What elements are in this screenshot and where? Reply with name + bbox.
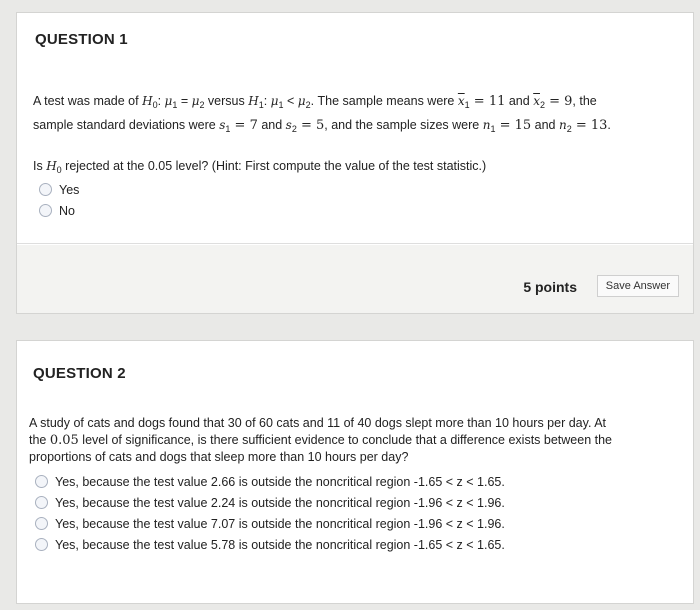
stem-math: s <box>285 118 292 132</box>
stem-math: = 15 <box>495 118 532 133</box>
stem-sub: 2 <box>291 124 297 134</box>
stem-math: μ <box>164 94 173 108</box>
question-1-panel <box>16 12 694 314</box>
prompt-math: H <box>46 159 57 173</box>
answer-options <box>35 471 505 555</box>
stem-text: and <box>531 118 559 132</box>
radio-button[interactable] <box>39 204 52 217</box>
option-d[interactable] <box>35 534 505 555</box>
radio-button[interactable] <box>39 183 52 196</box>
stem-text: sample standard deviations were <box>33 118 220 132</box>
answer-options <box>39 179 79 221</box>
question-title: QUESTION 2 <box>33 365 126 382</box>
divider <box>17 243 693 244</box>
radio-button[interactable] <box>35 496 48 509</box>
stem-sub: 1 <box>278 100 284 110</box>
stem-text: and <box>257 118 286 132</box>
prompt-text: Is <box>33 159 47 173</box>
stem-sub: 2 <box>566 124 572 134</box>
radio-button[interactable] <box>35 475 48 488</box>
option-label: Yes, because the test value 5.78 is outside the noncritical region -1.65 < z < 1.65. <box>55 537 505 552</box>
stem-line-2 <box>33 115 683 139</box>
stem-text: = <box>177 94 192 108</box>
option-b[interactable] <box>35 492 505 513</box>
stem-sub: 1 <box>225 124 231 134</box>
question-footer <box>17 245 693 313</box>
question-stem <box>29 415 679 466</box>
question-prompt <box>33 159 486 175</box>
option-label: Yes, because the test value 2.66 is outside the noncritical region -1.65 < z < 1.65. <box>55 474 505 489</box>
stem-text: < <box>283 94 298 108</box>
stem-line-3: proportions of cats and dogs that sleep more than 10 hours per day? <box>29 450 409 464</box>
stem-text: , and the sample sizes were <box>324 118 483 132</box>
option-yes[interactable] <box>39 179 79 200</box>
radio-button[interactable] <box>35 517 48 530</box>
stem-text: A test was made of <box>33 94 143 108</box>
question-2-panel <box>16 340 694 604</box>
option-label: No <box>59 203 75 218</box>
prompt-sub: 0 <box>56 165 62 175</box>
stem-text: and <box>505 94 534 108</box>
stem-line-2 <box>29 432 679 449</box>
question-title: QUESTION 1 <box>35 31 128 48</box>
question-stem <box>33 91 683 139</box>
stem-sub: 1 <box>490 124 496 134</box>
option-a[interactable] <box>35 471 505 492</box>
stem-math: n <box>482 118 491 132</box>
option-label: Yes, because the test value 7.07 is outside the noncritical region -1.96 < z < 1.96. <box>55 516 505 531</box>
stem-line-1 <box>33 91 683 115</box>
stem-sub: 1 <box>464 100 470 110</box>
stem-text: versus <box>204 94 249 108</box>
stem-sub: 2 <box>199 100 205 110</box>
option-no[interactable] <box>39 200 79 221</box>
points-label: 5 points <box>523 279 577 295</box>
stem-math: = 11 <box>469 94 506 109</box>
stem-line-1: A study of cats and dogs found that 30 of 60 cats and 11 of 40 dogs slept more than 10 hours per day. At <box>29 416 607 430</box>
stem-math: H <box>142 94 153 108</box>
stem-math: $\overline{x}$ <box>457 94 465 108</box>
stem-math: s <box>219 118 226 132</box>
stem-text: level of significance, is there sufficient evidence to conclude that a difference exists between the <box>78 433 613 447</box>
stem-text: . The sample means were <box>310 94 458 108</box>
stem-sub: 2 <box>539 100 545 110</box>
stem-text: . <box>607 118 611 132</box>
stem-math: $\overline{x}$ <box>533 94 540 108</box>
stem-sub: 2 <box>305 100 311 110</box>
stem-sub: 1 <box>172 100 178 110</box>
stem-math: = 7 <box>230 118 258 133</box>
stem-math: μ <box>297 94 306 108</box>
option-c[interactable] <box>35 513 505 534</box>
radio-button[interactable] <box>35 538 48 551</box>
stem-text: , the <box>572 94 597 108</box>
stem-sub: 0 <box>152 100 158 110</box>
stem-math: 0.05 <box>49 433 79 448</box>
save-answer-button[interactable]: Save Answer <box>597 275 679 297</box>
stem-math: = 13 <box>571 118 608 133</box>
option-label: Yes, because the test value 2.24 is outside the noncritical region -1.96 < z < 1.96. <box>55 495 505 510</box>
stem-text: the <box>29 433 50 447</box>
stem-text: : <box>263 94 268 108</box>
option-label: Yes <box>59 182 80 197</box>
prompt-text: rejected at the 0.05 level? (Hint: First compute the value of the test statistic.) <box>61 159 487 173</box>
stem-math: μ <box>270 94 279 108</box>
stem-math: = 9 <box>544 94 573 109</box>
stem-math: n <box>558 118 567 132</box>
stem-math: H <box>248 94 259 108</box>
stem-sub: 1 <box>258 100 264 110</box>
stem-text: : <box>157 94 162 108</box>
stem-math: μ <box>191 94 200 108</box>
stem-math: = 5 <box>296 118 325 133</box>
